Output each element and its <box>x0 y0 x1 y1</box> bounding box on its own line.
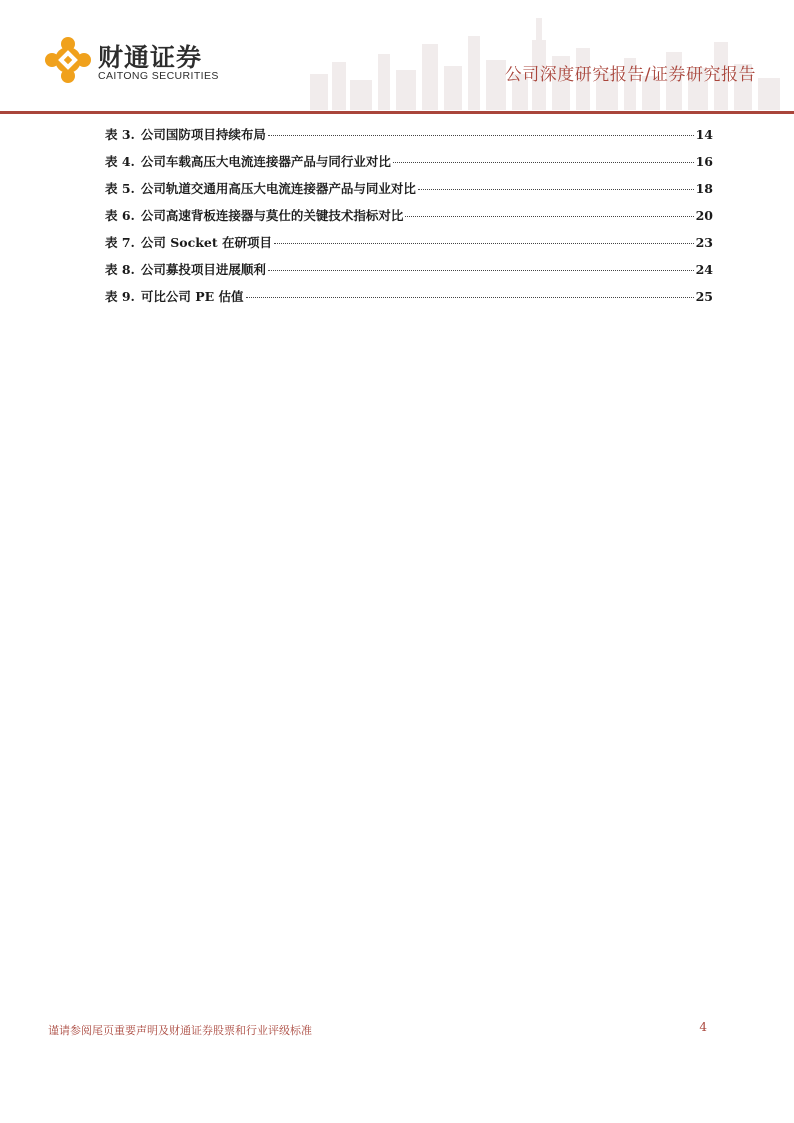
toc-entry-page: 23 <box>695 235 713 250</box>
toc-entry[interactable] <box>105 179 713 206</box>
toc-entry-page: 18 <box>695 181 713 196</box>
toc-entry[interactable] <box>105 233 713 260</box>
toc-entry-number: 表 5. <box>105 181 135 196</box>
toc-entry-number: 表 6. <box>105 208 135 223</box>
header-divider <box>0 111 794 114</box>
toc-entry-page: 14 <box>695 127 713 142</box>
toc-entry[interactable] <box>105 125 713 152</box>
toc-entry-title: 可比公司 PE 估值 <box>140 289 244 304</box>
footer-disclaimer: 谨请参阅尾页重要声明及财通证券股票和行业评级标准 <box>48 1024 312 1037</box>
toc-entry-title: 公司国防项目持续布局 <box>140 127 266 142</box>
brand-name-en: CAITONG SECURITIES <box>98 70 219 82</box>
toc-entry-title: 公司车载高压大电流连接器产品与同行业对比 <box>140 154 391 169</box>
toc-entry-title: 公司募投项目进展顺利 <box>140 262 266 277</box>
toc-entry-page: 16 <box>695 154 713 169</box>
toc-leader-dots <box>418 189 694 190</box>
toc-entry-title: 公司高速背板连接器与莫仕的关键技术指标对比 <box>140 208 404 223</box>
footer-page-number: 4 <box>699 1020 707 1034</box>
toc-entry[interactable] <box>105 206 713 233</box>
toc-entry-number: 表 8. <box>105 262 135 277</box>
toc-leader-dots <box>246 297 694 298</box>
page-header <box>0 0 794 116</box>
toc-entry-page: 20 <box>695 208 713 223</box>
toc-entry-number: 表 3. <box>105 127 135 142</box>
toc-entry-page: 24 <box>695 262 713 277</box>
toc-entry[interactable] <box>105 152 713 179</box>
toc-leader-dots <box>268 270 694 271</box>
toc-leader-dots <box>274 243 694 244</box>
report-type-title: 公司深度研究报告/证券研究报告 <box>504 65 756 85</box>
toc-entry-page: 25 <box>695 289 713 304</box>
table-of-tables <box>105 125 713 314</box>
toc-entry-number: 表 7. <box>105 235 135 250</box>
brand-name-cn: 财通证券 <box>98 43 203 72</box>
toc-entry[interactable] <box>105 260 713 287</box>
toc-entry-number: 表 4. <box>105 154 135 169</box>
toc-leader-dots <box>268 135 694 136</box>
toc-entry[interactable] <box>105 287 713 314</box>
toc-entry-title: 公司 Socket 在研项目 <box>140 235 272 250</box>
caitong-logo-icon <box>44 36 92 84</box>
toc-leader-dots <box>405 216 693 217</box>
toc-leader-dots <box>393 162 694 163</box>
toc-entry-title: 公司轨道交通用高压大电流连接器产品与同业对比 <box>140 181 416 196</box>
toc-entry-number: 表 9. <box>105 289 135 304</box>
